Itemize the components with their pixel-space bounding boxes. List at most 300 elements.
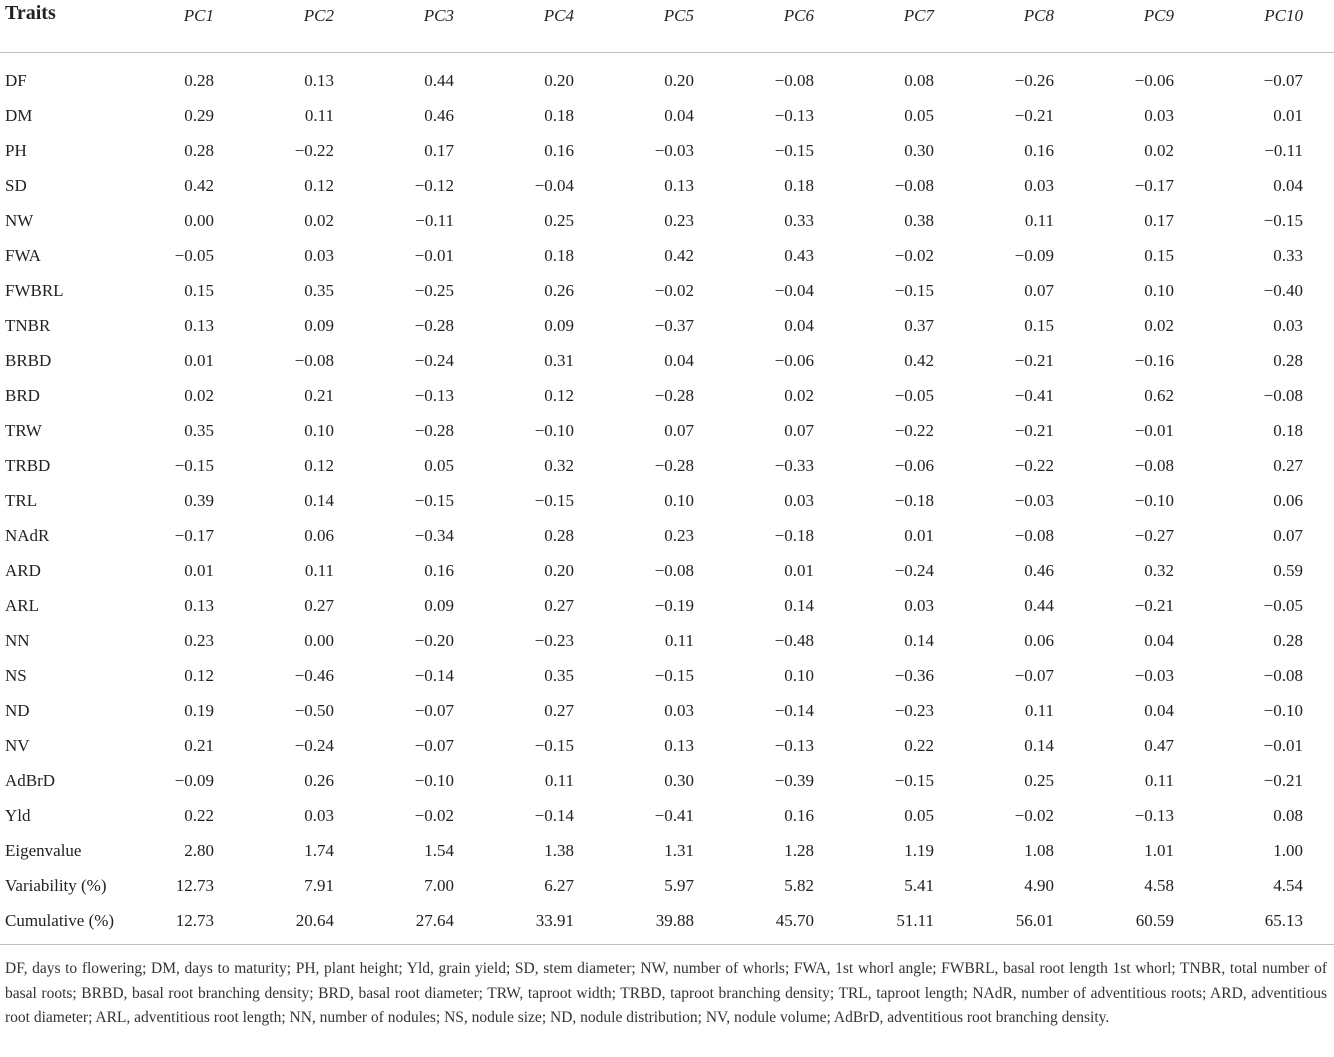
loading-cell: 51.11 <box>896 910 934 930</box>
header-pc1: PC1 <box>183 6 214 25</box>
loading-cell: −0.40 <box>1263 280 1303 300</box>
loading-cell: 0.16 <box>544 140 574 160</box>
table-row <box>0 308 1334 343</box>
loading-cell: −0.41 <box>654 805 694 825</box>
header-pc6: PC6 <box>783 6 814 25</box>
loading-cell: 60.59 <box>1135 910 1174 930</box>
loading-cell: 0.03 <box>304 245 334 265</box>
table-row <box>0 238 1334 273</box>
loading-cell: −0.03 <box>654 140 694 160</box>
header-pc5: PC5 <box>663 6 694 25</box>
loading-cell: 0.00 <box>304 630 334 650</box>
loading-cell: −0.15 <box>654 665 694 685</box>
loading-cell: 0.18 <box>544 105 574 125</box>
table-row <box>0 98 1334 133</box>
loading-cell: 0.16 <box>784 805 814 825</box>
loading-cell: 1.28 <box>784 840 814 860</box>
loading-cell: 0.11 <box>1144 770 1174 790</box>
loading-cell: 0.44 <box>1024 595 1054 615</box>
loading-cell: −0.21 <box>1014 350 1054 370</box>
loading-cell: −0.19 <box>654 595 694 615</box>
loading-cell: 0.09 <box>424 595 454 615</box>
trait-label: BRD <box>5 385 40 405</box>
loading-cell: −0.01 <box>1134 420 1174 440</box>
loading-cell: 0.32 <box>544 455 574 475</box>
loading-cell: −0.07 <box>1263 70 1303 90</box>
loading-cell: −0.50 <box>294 700 334 720</box>
loading-cell: 20.64 <box>295 910 334 930</box>
loading-cell: 0.07 <box>664 420 694 440</box>
loading-cell: 0.27 <box>544 595 574 615</box>
loading-cell: −0.13 <box>774 735 814 755</box>
trait-label: NAdR <box>5 525 50 545</box>
table-row <box>0 588 1334 623</box>
loading-cell: 0.23 <box>664 525 694 545</box>
loading-cell: 12.73 <box>175 910 214 930</box>
table-body <box>0 53 1334 939</box>
loading-cell: 0.11 <box>664 630 694 650</box>
loading-cell: 0.59 <box>1273 560 1303 580</box>
loading-cell: −0.03 <box>1014 490 1054 510</box>
loading-cell: 27.64 <box>415 910 454 930</box>
loading-cell: 0.20 <box>544 70 574 90</box>
loading-cell: 0.04 <box>1144 700 1174 720</box>
loading-cell: −0.06 <box>894 455 934 475</box>
trait-label: FWA <box>5 245 41 265</box>
trait-label: NN <box>5 630 30 650</box>
loading-cell: 0.31 <box>544 350 574 370</box>
table-footnote: DF, days to flowering; DM, days to maturity; PH, plant height; Yld, grain yield; SD, stem diameter; NW, number of whorls; FWA, 1st whorl angle; FWBRL, basal root length 1st whorl; TNBR, total number of basal roots; BRBD, basal root branching density; BRD, basal root diameter; TRW, taproot width; TRBD, taproot branching density; TRL, taproot length; NAdR, number of adventitious roots; ARD, adventitious root diameter; ARL, adventitious root length; NN, number of nodules; NS, nodule size; ND, nodule distribution; NV, nodule volume; AdBrD, adventitious root branching density. <box>5 960 1327 1026</box>
loading-cell: −0.22 <box>1014 455 1054 475</box>
loading-cell: 0.19 <box>184 700 214 720</box>
loading-cell: −0.33 <box>774 455 814 475</box>
table-row <box>0 63 1334 98</box>
loading-cell: 0.09 <box>304 315 334 335</box>
loading-cell: 0.04 <box>664 350 694 370</box>
loading-cell: −0.14 <box>414 665 454 685</box>
loading-cell: 0.01 <box>184 350 214 370</box>
loading-cell: −0.22 <box>894 420 934 440</box>
loading-cell: −0.02 <box>1014 805 1054 825</box>
loading-cell: −0.24 <box>414 350 454 370</box>
loading-cell: 0.01 <box>184 560 214 580</box>
loading-cell: 0.21 <box>304 385 334 405</box>
loading-cell: 5.41 <box>904 875 934 895</box>
loading-cell: 1.01 <box>1144 840 1174 860</box>
trait-label: TNBR <box>5 315 51 335</box>
loading-cell: 0.02 <box>784 385 814 405</box>
loading-cell: 0.46 <box>424 105 454 125</box>
loading-cell: −0.48 <box>774 630 814 650</box>
loading-cell: −0.10 <box>1134 490 1174 510</box>
loading-cell: 0.06 <box>304 525 334 545</box>
loading-cell: 0.25 <box>544 210 574 230</box>
loading-cell: −0.22 <box>294 140 334 160</box>
table-row <box>0 343 1334 378</box>
table-row <box>0 133 1334 168</box>
loading-cell: 0.17 <box>424 140 454 160</box>
loading-cell: −0.03 <box>1134 665 1174 685</box>
trait-label: SD <box>5 175 27 195</box>
loading-cell: 0.25 <box>1024 770 1054 790</box>
loading-cell: 0.30 <box>904 140 934 160</box>
loading-cell: −0.15 <box>414 490 454 510</box>
loading-cell: 0.12 <box>544 385 574 405</box>
loading-cell: 0.20 <box>664 70 694 90</box>
loading-cell: 65.13 <box>1264 910 1303 930</box>
trait-label: Yld <box>5 805 31 825</box>
loading-cell: 0.02 <box>1144 140 1174 160</box>
loading-cell: −0.28 <box>654 455 694 475</box>
header-pc4: PC4 <box>543 6 574 25</box>
header-pc8: PC8 <box>1023 6 1054 25</box>
loading-cell: 0.02 <box>184 385 214 405</box>
loading-cell: 0.18 <box>784 175 814 195</box>
loading-cell: 0.13 <box>664 175 694 195</box>
loading-cell: 0.14 <box>904 630 934 650</box>
table-row <box>0 798 1334 833</box>
loading-cell: −0.34 <box>414 525 454 545</box>
loading-cell: 0.10 <box>784 665 814 685</box>
loading-cell: −0.10 <box>534 420 574 440</box>
loading-cell: 0.06 <box>1273 490 1303 510</box>
loading-cell: 0.18 <box>544 245 574 265</box>
loading-cell: 0.43 <box>784 245 814 265</box>
loading-cell: 1.00 <box>1273 840 1303 860</box>
loading-cell: −0.12 <box>414 175 454 195</box>
trait-label: NV <box>5 735 30 755</box>
loading-cell: 1.54 <box>424 840 454 860</box>
loading-cell: 0.35 <box>544 665 574 685</box>
loading-cell: 0.26 <box>304 770 334 790</box>
loading-cell: −0.28 <box>654 385 694 405</box>
loading-cell: 4.54 <box>1273 875 1303 895</box>
loading-cell: −0.08 <box>1263 385 1303 405</box>
loading-cell: 0.42 <box>664 245 694 265</box>
table-row <box>0 413 1334 448</box>
loading-cell: −0.14 <box>774 700 814 720</box>
header-pc9: PC9 <box>1143 6 1174 25</box>
loading-cell: 0.26 <box>544 280 574 300</box>
loading-cell: 0.33 <box>1273 245 1303 265</box>
trait-label: AdBrD <box>5 770 56 790</box>
table-row <box>0 203 1334 238</box>
loading-cell: 0.35 <box>304 280 334 300</box>
loading-cell: 0.08 <box>1273 805 1303 825</box>
loading-cell: 0.11 <box>304 560 334 580</box>
trait-label: Eigenvalue <box>5 840 82 860</box>
loading-cell: 0.01 <box>1273 105 1303 125</box>
loading-cell: 12.73 <box>175 875 214 895</box>
loading-cell: 7.00 <box>424 875 454 895</box>
loading-cell: −0.08 <box>1263 665 1303 685</box>
loading-cell: −0.18 <box>774 525 814 545</box>
loading-cell: −0.15 <box>534 490 574 510</box>
trait-label: TRBD <box>5 455 51 475</box>
table-row <box>0 168 1334 203</box>
table-row <box>0 623 1334 658</box>
loading-cell: 0.05 <box>904 105 934 125</box>
trait-label: ND <box>5 700 30 720</box>
loading-cell: −0.15 <box>894 280 934 300</box>
table-row <box>0 693 1334 728</box>
loading-cell: −0.15 <box>894 770 934 790</box>
loading-cell: −0.08 <box>894 175 934 195</box>
loading-cell: −0.25 <box>414 280 454 300</box>
loading-cell: 0.06 <box>1024 630 1054 650</box>
loading-cell: −0.24 <box>294 735 334 755</box>
loading-cell: 0.03 <box>664 700 694 720</box>
table-row <box>0 483 1334 518</box>
loading-cell: −0.08 <box>1014 525 1054 545</box>
loading-cell: 6.27 <box>544 875 574 895</box>
loading-cell: 0.28 <box>1273 630 1303 650</box>
loading-cell: −0.11 <box>415 210 454 230</box>
loading-cell: −0.06 <box>1134 70 1174 90</box>
spacer-cell <box>0 53 1334 64</box>
header-pc3: PC3 <box>423 6 454 25</box>
loading-cell: 0.10 <box>1144 280 1174 300</box>
loading-cell: −0.23 <box>534 630 574 650</box>
loading-cell: 0.13 <box>184 595 214 615</box>
header-pc2: PC2 <box>303 6 334 25</box>
loading-cell: 0.09 <box>544 315 574 335</box>
loading-cell: 0.03 <box>904 595 934 615</box>
loading-cell: 0.22 <box>904 735 934 755</box>
loading-cell: 0.04 <box>1144 630 1174 650</box>
loading-cell: −0.08 <box>774 70 814 90</box>
loading-cell: 0.22 <box>184 805 214 825</box>
loading-cell: 0.14 <box>304 490 334 510</box>
loading-cell: 0.16 <box>424 560 454 580</box>
loading-cell: −0.08 <box>654 560 694 580</box>
loading-cell: 0.37 <box>904 315 934 335</box>
trait-label: NW <box>5 210 34 230</box>
loading-cell: −0.08 <box>1134 455 1174 475</box>
table-row <box>0 903 1334 938</box>
table-row <box>0 728 1334 763</box>
loading-cell: −0.09 <box>1014 245 1054 265</box>
loading-cell: 0.28 <box>1273 350 1303 370</box>
loading-cell: 39.88 <box>655 910 694 930</box>
loading-cell: 0.42 <box>904 350 934 370</box>
header-pc10: PC10 <box>1264 6 1303 25</box>
loading-cell: 0.21 <box>184 735 214 755</box>
loading-cell: 0.10 <box>304 420 334 440</box>
loading-cell: −0.04 <box>534 175 574 195</box>
loading-cell: 0.05 <box>904 805 934 825</box>
loading-cell: 0.27 <box>1273 455 1303 475</box>
loading-cell: −0.17 <box>1134 175 1174 195</box>
loading-cell: −0.07 <box>414 735 454 755</box>
loading-cell: −0.39 <box>774 770 814 790</box>
loading-cell: 0.39 <box>184 490 214 510</box>
loading-cell: −0.46 <box>294 665 334 685</box>
loading-cell: −0.10 <box>1263 700 1303 720</box>
loading-cell: 0.28 <box>544 525 574 545</box>
table-row <box>0 553 1334 588</box>
table-row <box>0 448 1334 483</box>
loading-cell: −0.07 <box>414 700 454 720</box>
loading-cell: −0.15 <box>534 735 574 755</box>
loading-cell: −0.14 <box>534 805 574 825</box>
loading-cell: 0.00 <box>184 210 214 230</box>
header-traits: Traits <box>5 2 56 24</box>
loading-cell: 33.91 <box>535 910 574 930</box>
loading-cell: 0.20 <box>544 560 574 580</box>
trait-label: ARL <box>5 595 39 615</box>
loading-cell: 1.38 <box>544 840 574 860</box>
table-row <box>0 763 1334 798</box>
loading-cell: −0.28 <box>414 420 454 440</box>
loading-cell: 0.46 <box>1024 560 1054 580</box>
loading-cell: 1.74 <box>304 840 334 860</box>
loading-cell: 5.97 <box>664 875 694 895</box>
loading-cell: 0.62 <box>1144 385 1174 405</box>
loading-cell: −0.01 <box>414 245 454 265</box>
loading-cell: −0.10 <box>414 770 454 790</box>
loading-cell: −0.16 <box>1134 350 1174 370</box>
loading-cell: −0.04 <box>774 280 814 300</box>
loading-cell: 0.01 <box>904 525 934 545</box>
loading-cell: 0.02 <box>1144 315 1174 335</box>
loading-cell: 0.05 <box>424 455 454 475</box>
loading-cell: 5.82 <box>784 875 814 895</box>
header-pc7: PC7 <box>903 6 934 25</box>
loading-cell: −0.21 <box>1014 420 1054 440</box>
trait-label: Cumulative (%) <box>5 910 115 930</box>
loading-cell: −0.17 <box>174 525 214 545</box>
loading-cell: 0.27 <box>544 700 574 720</box>
loading-cell: −0.27 <box>1134 525 1174 545</box>
loading-cell: 0.28 <box>184 70 214 90</box>
loading-cell: 45.70 <box>775 910 814 930</box>
loading-cell: −0.02 <box>894 245 934 265</box>
loading-cell: −0.36 <box>894 665 934 685</box>
loading-cell: 0.33 <box>784 210 814 230</box>
loading-cell: 0.13 <box>664 735 694 755</box>
loading-cell: 0.01 <box>784 560 814 580</box>
trait-label: FWBRL <box>5 280 64 300</box>
loading-cell: 0.28 <box>184 140 214 160</box>
loading-cell: −0.24 <box>894 560 934 580</box>
trait-label: TRL <box>5 490 38 510</box>
loading-cell: 1.08 <box>1024 840 1054 860</box>
loading-cell: 0.11 <box>544 770 574 790</box>
loading-cell: 0.23 <box>184 630 214 650</box>
spacer-row <box>0 53 1334 64</box>
loading-cell: 0.38 <box>904 210 934 230</box>
loading-cell: −0.37 <box>654 315 694 335</box>
loading-cell: 0.13 <box>184 315 214 335</box>
loading-cell: −0.15 <box>174 455 214 475</box>
loading-cell: −0.21 <box>1263 770 1303 790</box>
loading-cell: 0.17 <box>1144 210 1174 230</box>
loading-cell: −0.15 <box>1263 210 1303 230</box>
loading-cell: 0.13 <box>304 70 334 90</box>
trait-label: TRW <box>5 420 42 440</box>
loading-cell: 0.03 <box>304 805 334 825</box>
table-row <box>0 658 1334 693</box>
loading-cell: 0.03 <box>1144 105 1174 125</box>
loading-cell: 0.42 <box>184 175 214 195</box>
header-row <box>0 0 1334 53</box>
table-row <box>0 273 1334 308</box>
loading-cell: 0.14 <box>1024 735 1054 755</box>
loading-cell: 0.15 <box>184 280 214 300</box>
loading-cell: 0.12 <box>304 455 334 475</box>
loading-cell: 0.02 <box>304 210 334 230</box>
loading-cell: 0.12 <box>184 665 214 685</box>
trait-label: NS <box>5 665 27 685</box>
trait-label: DM <box>5 105 33 125</box>
loading-cell: 0.04 <box>784 315 814 335</box>
loading-cell: −0.13 <box>414 385 454 405</box>
table-bottom-rule <box>0 944 1334 945</box>
table-header <box>0 0 1334 53</box>
trait-label: ARD <box>5 560 41 580</box>
loading-cell: 0.30 <box>664 770 694 790</box>
loading-cell: −0.20 <box>414 630 454 650</box>
loading-cell: −0.05 <box>1263 595 1303 615</box>
loading-cell: −0.06 <box>774 350 814 370</box>
loading-cell: −0.21 <box>1014 105 1054 125</box>
loading-cell: 0.44 <box>424 70 454 90</box>
loading-cell: −0.09 <box>174 770 214 790</box>
loading-cell: 0.47 <box>1144 735 1174 755</box>
table-row <box>0 518 1334 553</box>
loading-cell: 4.58 <box>1144 875 1174 895</box>
loading-cell: 0.03 <box>784 490 814 510</box>
trait-label: BRBD <box>5 350 52 370</box>
loading-cell: 0.11 <box>304 105 334 125</box>
trait-label: DF <box>5 70 27 90</box>
loading-cell: 0.04 <box>1273 175 1303 195</box>
loading-cell: −0.28 <box>414 315 454 335</box>
trait-label: PH <box>5 140 27 160</box>
loading-cell: −0.07 <box>1014 665 1054 685</box>
loading-cell: 0.07 <box>1024 280 1054 300</box>
loading-cell: −0.11 <box>1264 140 1303 160</box>
loading-cell: −0.13 <box>1134 805 1174 825</box>
loading-cell: −0.21 <box>1134 595 1174 615</box>
loading-cell: 0.32 <box>1144 560 1174 580</box>
loading-cell: 0.14 <box>784 595 814 615</box>
loading-cell: 1.19 <box>904 840 934 860</box>
loading-cell: 56.01 <box>1015 910 1054 930</box>
loading-cell: 0.03 <box>1273 315 1303 335</box>
loading-cell: 0.15 <box>1144 245 1174 265</box>
loading-cell: −0.26 <box>1014 70 1054 90</box>
loading-cell: −0.08 <box>294 350 334 370</box>
loading-cell: 0.15 <box>1024 315 1054 335</box>
loading-cell: −0.23 <box>894 700 934 720</box>
loading-cell: 0.04 <box>664 105 694 125</box>
loading-cell: 0.23 <box>664 210 694 230</box>
loading-cell: 1.31 <box>664 840 694 860</box>
table-row <box>0 868 1334 903</box>
loading-cell: 7.91 <box>304 875 334 895</box>
loading-cell: 0.29 <box>184 105 214 125</box>
loading-cell: −0.02 <box>414 805 454 825</box>
loading-cell: 0.08 <box>904 70 934 90</box>
loading-cell: −0.05 <box>174 245 214 265</box>
loading-cell: 4.90 <box>1024 875 1054 895</box>
loading-cell: 0.12 <box>304 175 334 195</box>
table-row <box>0 833 1334 868</box>
loading-cell: −0.05 <box>894 385 934 405</box>
loading-cell: −0.02 <box>654 280 694 300</box>
